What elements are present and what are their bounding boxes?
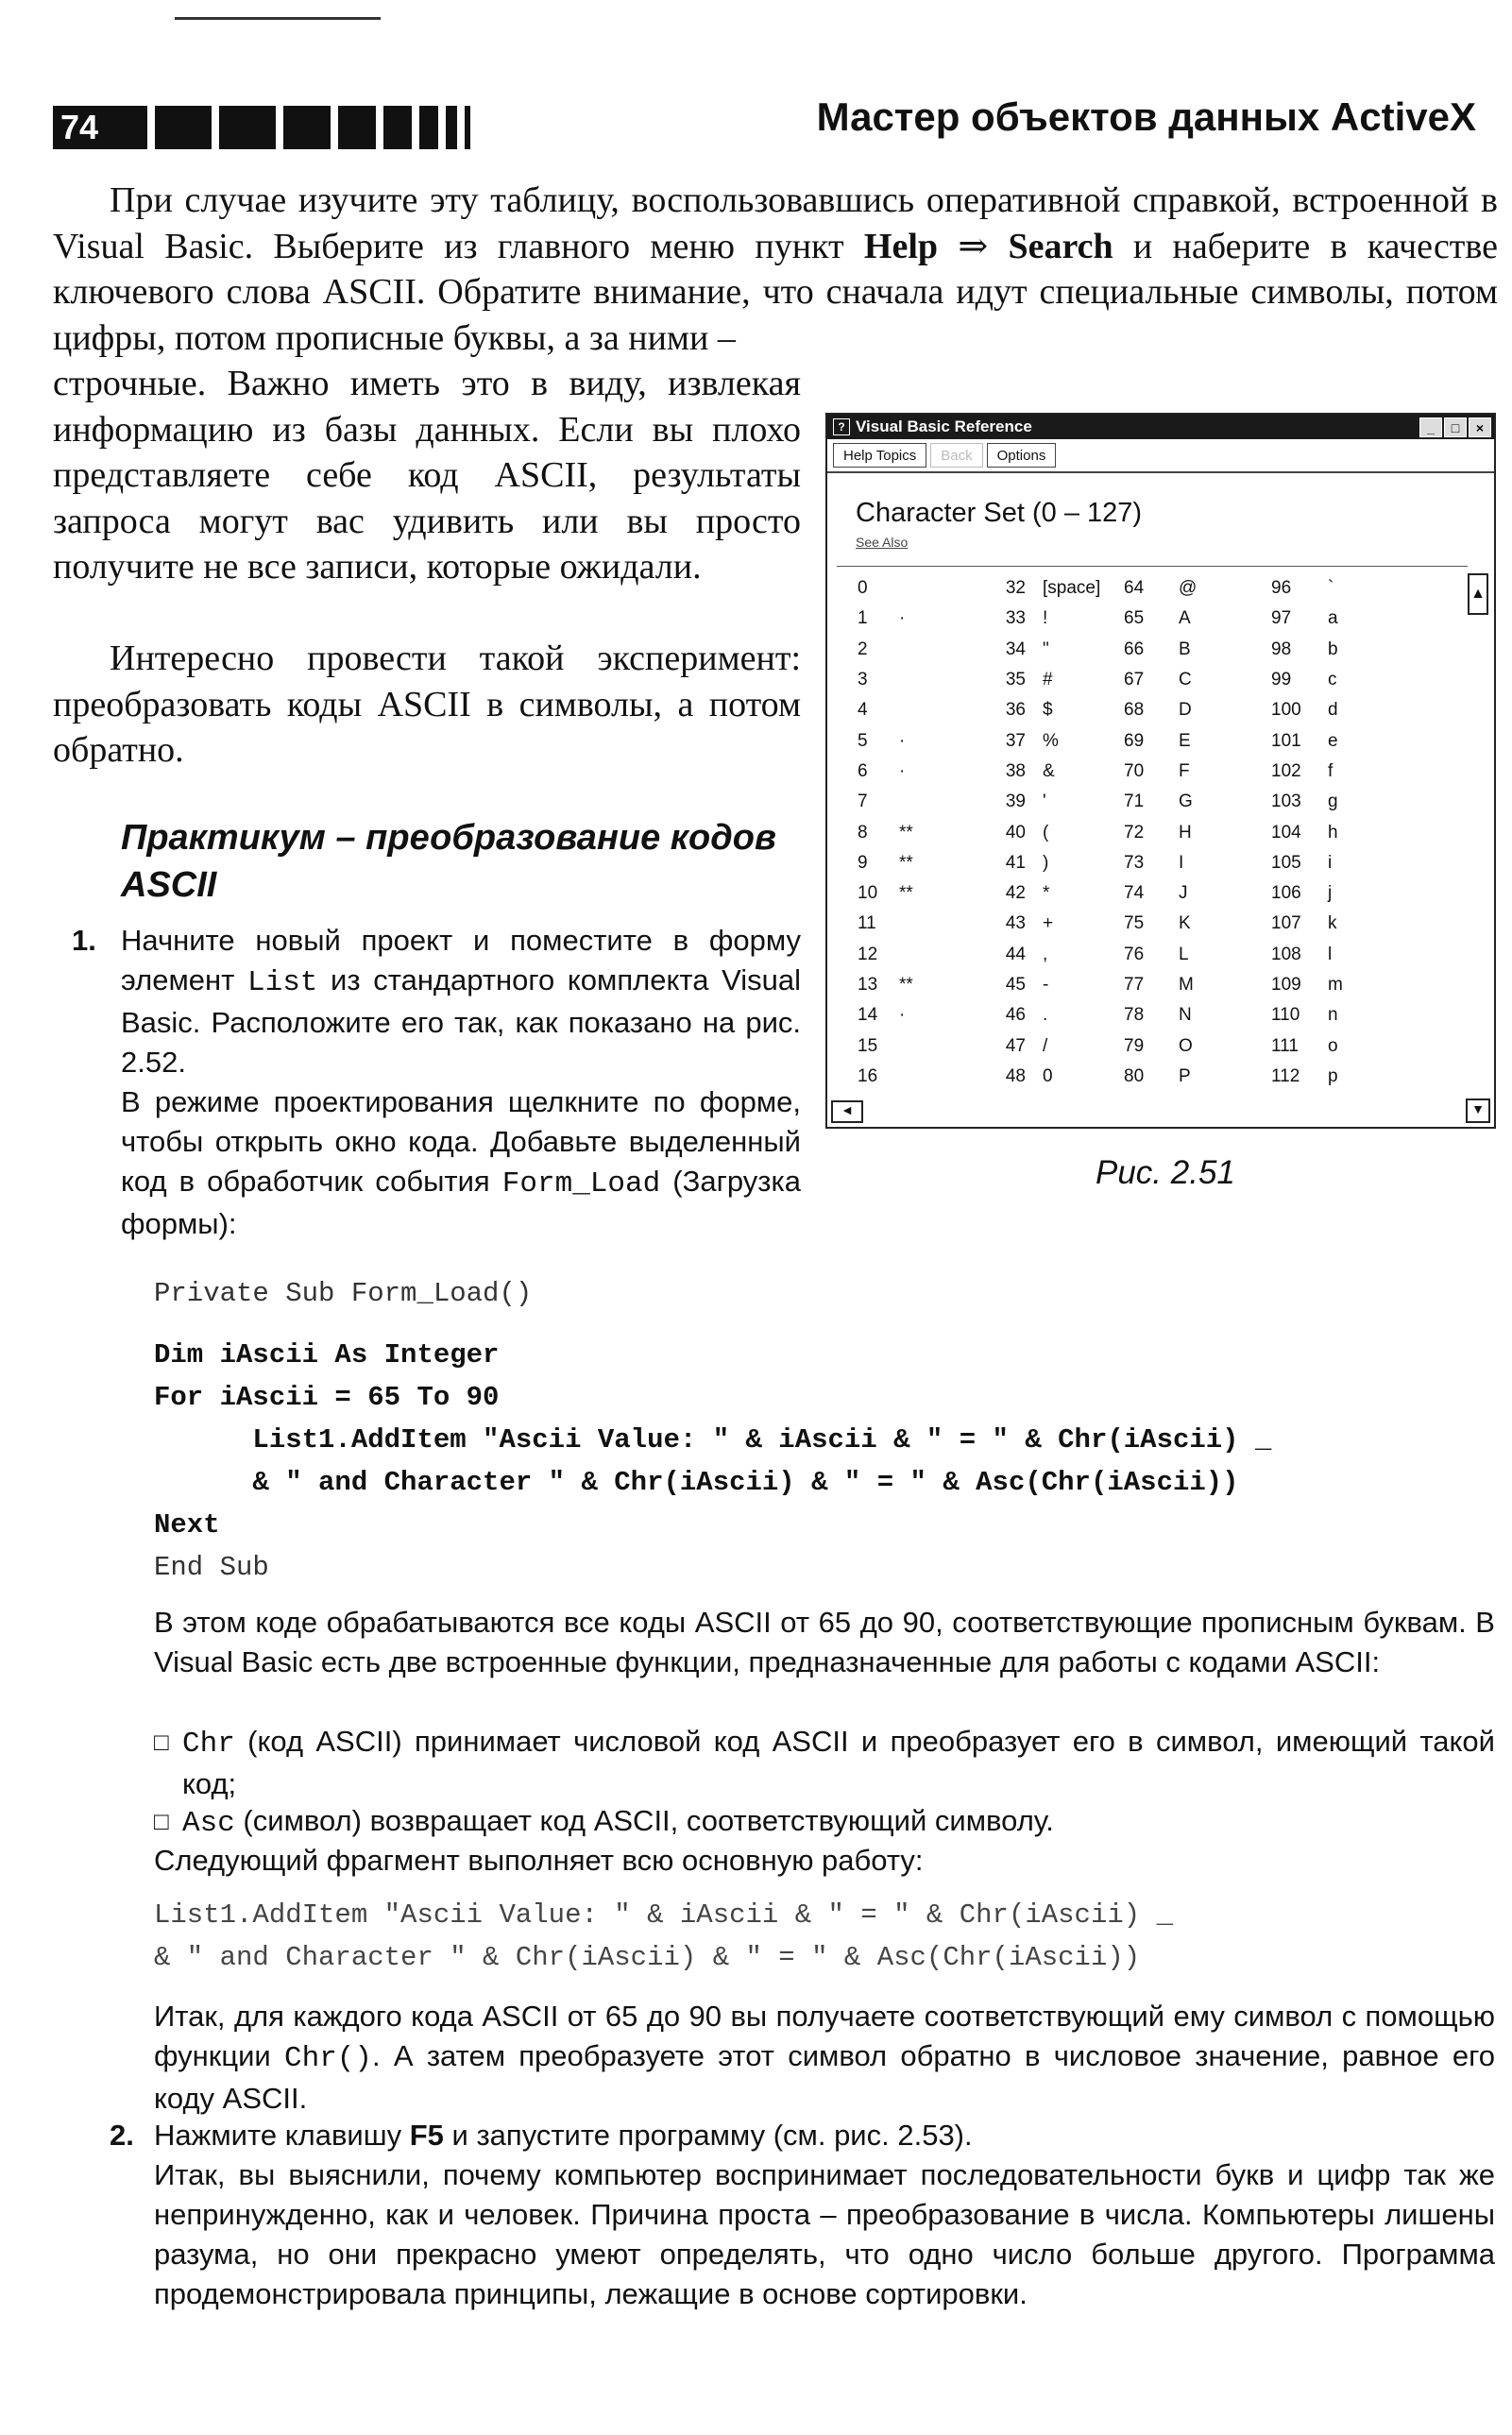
table-cell: p bbox=[1328, 1065, 1338, 1086]
table-cell: 2 bbox=[858, 639, 868, 659]
step-text: Нажмите клавишу bbox=[154, 2119, 410, 2152]
table-cell: · bbox=[899, 1005, 906, 1026]
table-cell: 45 bbox=[1005, 975, 1026, 995]
table-cell: 75 bbox=[1124, 913, 1145, 934]
summary-text: Итак, для каждого кода ASCII от 65 до 90 вы получаете соответствующий ему символ с помощью функции bbox=[154, 2000, 1495, 2072]
code-line: List1.AddItem "Ascii Value: " & iAscii & " = " & Chr(iAscii) _ bbox=[154, 1424, 1272, 1456]
table-cell: 102 bbox=[1271, 760, 1301, 781]
table-cell: ** bbox=[899, 822, 913, 843]
table-cell: f bbox=[1328, 760, 1334, 781]
window-title: Visual Basic Reference bbox=[856, 417, 1032, 435]
maximize-button[interactable]: □ bbox=[1444, 417, 1467, 437]
table-cell: 10 bbox=[858, 883, 878, 904]
table-cell: 47 bbox=[1005, 1035, 1026, 1056]
table-cell: , bbox=[1043, 944, 1048, 964]
inline-code: Asc bbox=[182, 1807, 235, 1840]
table-cell: / bbox=[1043, 1035, 1048, 1056]
table-row bbox=[837, 573, 1451, 604]
key-f5: F5 bbox=[409, 2119, 444, 2152]
table-cell: 110 bbox=[1271, 1005, 1300, 1026]
table-row bbox=[837, 665, 1451, 695]
table-cell: 32 bbox=[1005, 578, 1026, 599]
step-2 bbox=[110, 2116, 1495, 2314]
table-cell: 104 bbox=[1271, 822, 1301, 843]
help-icon: ? bbox=[833, 418, 850, 435]
header-bar-segment bbox=[446, 106, 457, 149]
table-cell: 78 bbox=[1124, 1005, 1145, 1026]
table-divider bbox=[837, 566, 1468, 567]
help-toolbar bbox=[827, 439, 1494, 473]
inline-code: Chr bbox=[182, 1728, 235, 1761]
header-bar-segment bbox=[465, 106, 470, 149]
table-cell: 4 bbox=[858, 700, 868, 721]
inline-code: List bbox=[246, 966, 318, 999]
header-bar-segment bbox=[383, 106, 412, 149]
explain-paragraph: В этом коде обрабатываются все коды ASCII от 65 до 90, соответствующие прописным буквам. В Visual Basic есть две встроенные функции, предназначенные для работы с кодами ASCII: bbox=[154, 1606, 1495, 1678]
figure-caption: Рис. 2.51 bbox=[1096, 1154, 1235, 1191]
bullet-text: (код ASCII) принимает числовой код ASCII и преобразует его в символ, имеющий такой код; bbox=[182, 1725, 1495, 1800]
bullet-box-icon: □ bbox=[154, 1728, 169, 1756]
bullet-chr bbox=[154, 1722, 1495, 1804]
intro-paragraph-1-cont: строчные. Важно иметь это в виду, извлекая информацию из базы данных. Если вы плохо представляете себе код ASCII, результаты запроса могут вас удивить или вы просто получите не все записи, которые ожидали. bbox=[53, 364, 801, 587]
table-cell: 97 bbox=[1271, 608, 1292, 629]
table-row bbox=[837, 635, 1451, 665]
table-cell: 41 bbox=[1005, 852, 1026, 873]
table-cell: & bbox=[1043, 760, 1055, 781]
table-cell: * bbox=[1043, 883, 1050, 904]
step-number: 1. bbox=[72, 924, 96, 957]
table-cell: d bbox=[1328, 700, 1338, 721]
back-button[interactable]: Back bbox=[930, 443, 982, 468]
code-line: Next bbox=[154, 1509, 220, 1541]
table-cell: . bbox=[1043, 1005, 1048, 1026]
table-cell: h bbox=[1328, 822, 1338, 843]
table-cell: A bbox=[1179, 608, 1191, 629]
step-text: из стандартного комплекта Visual Basic. Расположите его так, как показано на рис. 2.52. bbox=[121, 963, 801, 1079]
table-cell: 12 bbox=[858, 944, 878, 964]
table-cell: 79 bbox=[1124, 1035, 1145, 1056]
table-cell: 96 bbox=[1271, 578, 1292, 599]
table-cell: 73 bbox=[1124, 852, 1145, 873]
table-cell: n bbox=[1328, 1005, 1338, 1026]
table-cell: H bbox=[1179, 822, 1192, 843]
table-cell: % bbox=[1043, 730, 1059, 751]
table-cell: 105 bbox=[1271, 852, 1301, 873]
table-cell: $ bbox=[1043, 700, 1053, 721]
table-cell: 103 bbox=[1271, 792, 1301, 812]
charset-heading: Character Set (0 – 127) bbox=[856, 498, 1143, 528]
table-row bbox=[837, 940, 1451, 970]
table-row bbox=[837, 725, 1451, 756]
code-line: & " and Character " & Chr(iAscii) & " = " & Asc(Chr(iAscii)) bbox=[154, 1467, 1239, 1498]
table-cell: 64 bbox=[1124, 578, 1145, 599]
table-cell: 80 bbox=[1124, 1065, 1145, 1086]
running-title: Мастер объектов данных ActiveX bbox=[816, 94, 1476, 139]
table-cell: 76 bbox=[1124, 944, 1145, 964]
table-cell: P bbox=[1179, 1065, 1191, 1086]
table-cell: - bbox=[1043, 975, 1049, 995]
table-row bbox=[837, 1030, 1451, 1061]
table-cell: L bbox=[1179, 944, 1189, 964]
table-row bbox=[837, 1000, 1451, 1030]
table-cell: 77 bbox=[1124, 975, 1145, 995]
table-cell: 109 bbox=[1271, 975, 1301, 995]
table-cell: 39 bbox=[1005, 792, 1026, 812]
intro-paragraph-2: Интересно провести такой эксперимент: преобразовать коды ASCII в символы, а потом обратно. bbox=[53, 639, 801, 770]
scroll-down-icon[interactable]: ▼ bbox=[1466, 1098, 1490, 1123]
scroll-up-icon[interactable]: ▲ bbox=[1468, 573, 1488, 615]
table-cell: ** bbox=[899, 852, 913, 873]
table-cell: 66 bbox=[1124, 639, 1145, 659]
code-line: End Sub bbox=[154, 1552, 269, 1583]
table-cell: N bbox=[1179, 1005, 1192, 1026]
table-cell: O bbox=[1179, 1035, 1193, 1056]
code-line: List1.AddItem "Ascii Value: " & iAscii & " = " & Chr(iAscii) _ bbox=[154, 1899, 1173, 1931]
step-text: (Загрузка формы): bbox=[121, 1165, 801, 1240]
table-cell: 11 bbox=[858, 913, 876, 934]
table-cell: 9 bbox=[858, 852, 868, 873]
table-cell: 0 bbox=[1043, 1065, 1053, 1086]
help-window bbox=[825, 413, 1496, 1129]
summary-text: . А затем преобразуете этот символ обратно в числовое значение, равное его коду ASCII. bbox=[154, 2039, 1496, 2115]
table-cell: 67 bbox=[1124, 670, 1145, 690]
table-cell: 101 bbox=[1271, 730, 1301, 751]
table-cell: 35 bbox=[1005, 670, 1026, 690]
step-text: Начните новый проект и поместите в форму элемент bbox=[121, 924, 801, 996]
charset-table bbox=[837, 573, 1451, 1092]
table-cell: 8 bbox=[858, 822, 868, 843]
bullet-box-icon: □ bbox=[154, 1807, 169, 1835]
table-row bbox=[837, 909, 1451, 939]
table-cell: · bbox=[899, 760, 906, 781]
table-cell: I bbox=[1179, 852, 1184, 873]
table-cell: ) bbox=[1043, 852, 1049, 873]
table-row bbox=[837, 787, 1451, 817]
table-cell: 111 bbox=[1271, 1035, 1299, 1056]
header-bar-segment bbox=[219, 106, 276, 149]
table-cell: 34 bbox=[1005, 639, 1026, 659]
table-cell: C bbox=[1179, 670, 1192, 690]
table-cell: [space] bbox=[1043, 578, 1101, 599]
table-cell: · bbox=[899, 730, 906, 751]
table-cell: k bbox=[1328, 913, 1337, 934]
table-cell: 68 bbox=[1124, 700, 1145, 721]
table-cell: M bbox=[1179, 975, 1194, 995]
intro-text: и наберите в качестве ключевого слова ASCII. Обратите внимание, что сначала идут специальные символы, потом цифры, потом прописные буквы, а за ними – bbox=[53, 226, 1499, 358]
table-cell: 16 bbox=[858, 1065, 878, 1086]
table-row bbox=[837, 604, 1451, 634]
table-row bbox=[837, 695, 1451, 725]
explain-paragraph-2: Следующий фрагмент выполняет всю основную работу: bbox=[154, 1844, 924, 1877]
code-line: & " and Character " & Chr(iAscii) & " = " & Asc(Chr(iAscii)) bbox=[154, 1942, 1141, 1973]
table-cell: 100 bbox=[1271, 700, 1301, 721]
code-line: Private Sub Form_Load() bbox=[154, 1278, 533, 1309]
menu-arrow: ⇒ bbox=[938, 226, 1009, 266]
table-cell: J bbox=[1179, 883, 1188, 904]
table-cell: # bbox=[1043, 670, 1053, 690]
table-cell: ` bbox=[1328, 578, 1334, 599]
table-cell: 46 bbox=[1005, 1005, 1026, 1026]
table-cell: 106 bbox=[1271, 883, 1301, 904]
bullet-asc bbox=[154, 1801, 1495, 1844]
table-cell: 44 bbox=[1005, 944, 1026, 964]
table-cell: ! bbox=[1043, 608, 1048, 629]
table-cell: l bbox=[1328, 944, 1333, 964]
table-cell: ** bbox=[899, 975, 913, 995]
table-cell: 36 bbox=[1005, 700, 1026, 721]
table-row bbox=[837, 878, 1451, 909]
table-cell: 65 bbox=[1124, 608, 1145, 629]
header-bar-segment bbox=[338, 106, 376, 149]
table-cell: 69 bbox=[1124, 730, 1145, 751]
table-cell: 98 bbox=[1271, 639, 1292, 659]
table-cell: 40 bbox=[1005, 822, 1026, 843]
bullet-text: (символ) возвращает код ASCII, соответствующий символу. bbox=[234, 1804, 1054, 1837]
table-cell: 0 bbox=[858, 578, 868, 599]
table-cell: 6 bbox=[858, 760, 868, 781]
step-text: и запустите программу (см. рис. 2.53). bbox=[443, 2119, 973, 2152]
table-cell: B bbox=[1179, 639, 1191, 659]
table-cell: 72 bbox=[1124, 822, 1145, 843]
table-cell: 43 bbox=[1005, 913, 1026, 934]
menu-search: Search bbox=[1008, 226, 1113, 266]
header-bar-segment bbox=[419, 106, 438, 149]
intro-paragraph-1 bbox=[53, 178, 1498, 361]
header-bar-segment bbox=[283, 106, 331, 149]
table-row bbox=[837, 848, 1451, 878]
table-cell: 37 bbox=[1005, 730, 1026, 751]
table-cell: o bbox=[1328, 1035, 1338, 1056]
step-text: Итак, вы выяснили, почему компьютер воспринимает последовательности букв и цифр так же непринужденно, как и человек. Причина проста – преобразование в числа. Компьютеры лишены разума, но они прекрасно умеют определять, что одно число больше другого. Программа продемонстрировала принципы, лежащие в основе сортировки. bbox=[154, 2158, 1495, 2310]
table-cell: ( bbox=[1043, 822, 1049, 843]
table-cell: ** bbox=[899, 883, 913, 904]
minimize-button[interactable]: _ bbox=[1419, 417, 1442, 437]
table-cell: 13 bbox=[858, 975, 878, 995]
page-number-bar bbox=[53, 106, 470, 149]
inline-code: Form_Load bbox=[501, 1167, 661, 1200]
table-cell: g bbox=[1328, 792, 1338, 812]
table-cell: D bbox=[1179, 700, 1192, 721]
section-heading: Практикум – преобразование кодов ASCII bbox=[121, 818, 776, 905]
top-rule bbox=[175, 17, 381, 20]
table-cell: j bbox=[1328, 883, 1333, 904]
table-cell: 112 bbox=[1271, 1065, 1300, 1086]
table-cell: F bbox=[1179, 760, 1190, 781]
table-cell: 5 bbox=[858, 730, 868, 751]
table-cell: 14 bbox=[858, 1005, 878, 1026]
table-cell: m bbox=[1328, 975, 1343, 995]
menu-help: Help bbox=[863, 226, 939, 266]
close-button[interactable]: × bbox=[1469, 417, 1491, 437]
intro-text: При случае изучите эту таблицу, воспользовавшись оперативной справкой, встроенной в Visual Basic. Выберите из главного меню пункт bbox=[53, 180, 1498, 266]
table-cell: 70 bbox=[1124, 760, 1145, 781]
page-number: 74 bbox=[53, 106, 147, 149]
inline-code: Chr() bbox=[284, 2042, 373, 2075]
table-cell: 38 bbox=[1005, 760, 1026, 781]
vertical-scrollbar[interactable] bbox=[1468, 573, 1490, 1095]
code-line: For iAscii = 65 To 90 bbox=[154, 1382, 500, 1413]
summary-paragraph bbox=[154, 1997, 1495, 2119]
table-cell: 7 bbox=[858, 792, 868, 812]
table-cell: K bbox=[1179, 913, 1191, 934]
see-also-link[interactable]: See Also bbox=[856, 535, 909, 550]
options-button[interactable]: Options bbox=[987, 443, 1057, 468]
table-cell: 1 bbox=[858, 608, 868, 629]
table-cell: ' bbox=[1043, 792, 1046, 812]
table-cell: 15 bbox=[858, 1035, 878, 1056]
table-cell: 33 bbox=[1005, 608, 1026, 629]
table-row bbox=[837, 817, 1451, 847]
code-line: Dim iAscii As Integer bbox=[154, 1339, 500, 1371]
table-row bbox=[837, 970, 1451, 1000]
table-cell: 48 bbox=[1005, 1065, 1026, 1086]
table-cell: E bbox=[1179, 730, 1191, 751]
table-cell: i bbox=[1328, 852, 1333, 873]
table-cell: @ bbox=[1179, 578, 1198, 599]
table-cell: 99 bbox=[1271, 670, 1292, 690]
step-number: 2. bbox=[110, 2119, 134, 2152]
step-1 bbox=[72, 921, 801, 1244]
table-row bbox=[837, 1062, 1451, 1092]
table-cell: a bbox=[1328, 608, 1338, 629]
table-cell: e bbox=[1328, 730, 1338, 751]
window-titlebar bbox=[827, 415, 1494, 439]
table-cell: c bbox=[1328, 670, 1337, 690]
step-text: В режиме проектирования щелкните по форме, чтобы открыть окно кода. Добавьте выделенный код в обработчик события bbox=[121, 1085, 801, 1198]
scroll-left-icon[interactable]: ◄ bbox=[831, 1100, 863, 1123]
header-bar-segment bbox=[155, 106, 212, 149]
table-cell: 3 bbox=[858, 670, 868, 690]
help-topics-button[interactable]: Help Topics bbox=[833, 443, 926, 468]
table-cell: 107 bbox=[1271, 913, 1301, 934]
table-cell: 42 bbox=[1005, 883, 1026, 904]
table-cell: + bbox=[1043, 913, 1054, 934]
table-row bbox=[837, 757, 1451, 787]
table-cell: · bbox=[899, 608, 906, 629]
table-cell: " bbox=[1043, 639, 1049, 659]
table-cell: 74 bbox=[1124, 883, 1145, 904]
table-cell: b bbox=[1328, 639, 1338, 659]
table-cell: 108 bbox=[1271, 944, 1301, 964]
table-cell: G bbox=[1179, 792, 1193, 812]
table-cell: 71 bbox=[1124, 792, 1145, 812]
